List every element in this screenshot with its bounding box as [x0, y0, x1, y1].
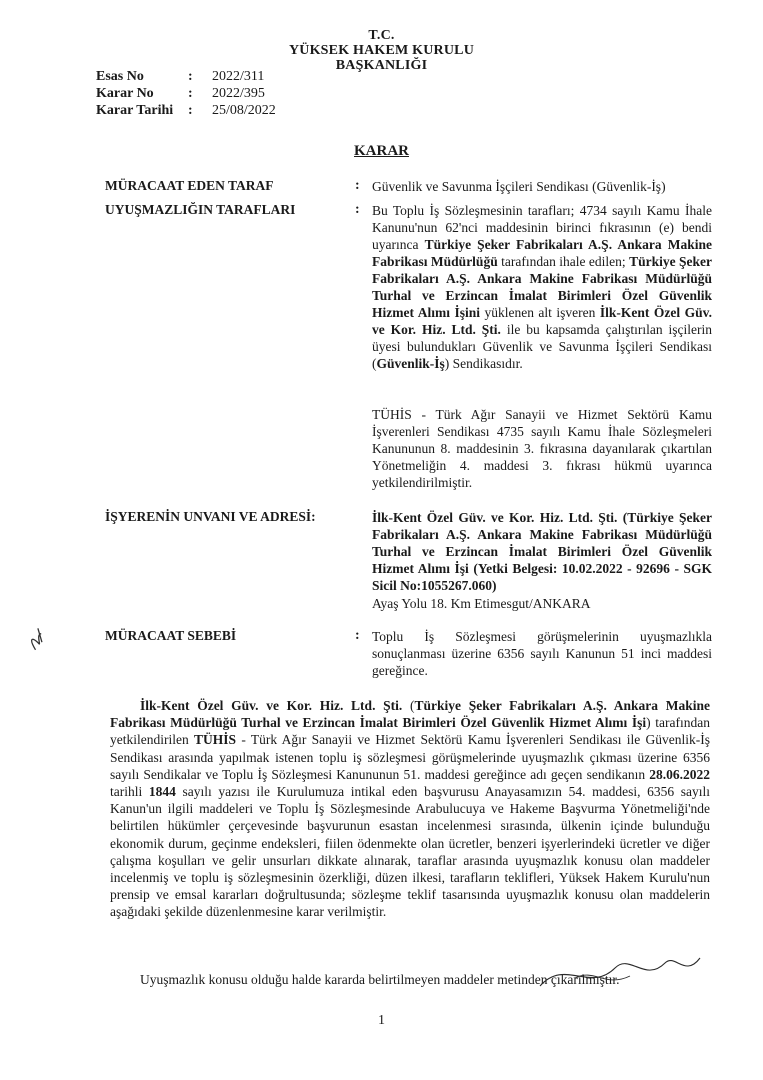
text-run: - Türk Ağır Sanayii ve Hizmet Sektörü Kamu İşverenleri Sendikası ile Güvenlik-İş Sendikası arasında yapılmak istenen toplu iş sözleşmesi görüşmelerinde uyuşmazlık çıkması üzerine 6356 sayılı Sendikalar ve Toplu İş Sözleşmesi Kanununun 51. maddesi gereğince adı geçen sendikanın: [110, 732, 710, 782]
text-run: tarafından ihale edilen;: [497, 254, 630, 269]
text-run-bold: Türkiye Şeker Fabrikaları A.Ş. Ankara Makine Fabrikası Müdürlüğü: [372, 237, 712, 269]
meta-value: 25/08/2022: [212, 103, 276, 118]
text-run-bold: Güvenlik-İş: [376, 356, 445, 371]
colon: :: [355, 178, 360, 193]
text-run-bold: İlk-Kent Özel Güv. ve Kor. Hiz. Ltd. Şti.: [372, 305, 712, 337]
meta-karar-tarihi: [96, 103, 276, 119]
meta-esas-no: [96, 69, 264, 85]
meta-colon: :: [188, 103, 193, 118]
text-run-bold: İlk-Kent Özel Güv. ve Kor. Hiz. Ltd. Şti.: [140, 698, 403, 713]
text-run: ) tarafından yetkilendirilen: [110, 715, 710, 748]
text-run-bold: Türkiye Şeker Fabrikaları A.Ş. Ankara Makine Fabrikası Müdürlüğü Turhal ve Erzincan İmalat Birimleri Özel Güvenlik Hizmet Alımı İşi: [110, 698, 711, 731]
text-run: Bu Toplu İş Sözleşmesinin tarafları; 4734 sayılı Kamu İhale Kanunu'nun 62'nci maddesinin birinci fıkrasının (e) bendi uyarınca: [372, 203, 712, 252]
isveren-name: İlk-Kent Özel Güv. ve Kor. Hiz. Ltd. Şti. (Türkiye Şeker Fabrikaları A.Ş. Ankara Makine Fabrikası Müdürlüğü Turhal ve Erzincan İmalat Birimleri Özel Güvenlik Hizmet Alımı İşi (Yetki Belgesi: 10.02.2022 - 92696 - SGK Sicil No:1055267.060): [372, 510, 712, 593]
header-department: BAŞKANLIĞI: [335, 58, 428, 73]
value-sebep: Toplu İş Sözleşmesi görüşmelerinin uyuşmazlıkla sonuçlanması üzerine 6356 sayılı Kanunun 51 inci maddesi gereğince.: [372, 629, 712, 678]
document-title: KARAR: [354, 143, 409, 159]
text-run: yüklenen alt işveren: [479, 305, 600, 320]
label-taraflar: UYUŞMAZLIĞIN TARAFLARI: [105, 202, 296, 217]
text-run-bold: TÜHİS: [194, 732, 237, 748]
text-run: ile bu kapsamda çalıştırılan işçilerin üyesi bulundukları Güvenlik ve Savunma İşçileri Sendikası (: [372, 322, 712, 371]
meta-value: 2022/311: [212, 69, 265, 84]
colon: :: [355, 628, 360, 643]
meta-karar-no: [96, 86, 265, 102]
meta-key: Esas No: [96, 69, 144, 84]
colon: :: [355, 202, 360, 217]
header-tc: T.C.: [368, 28, 395, 43]
text-run-bold: 1844: [148, 784, 176, 800]
meta-colon: :: [188, 69, 193, 84]
text-run-bold: 28.06.2022: [649, 766, 710, 782]
meta-key: Karar No: [96, 86, 154, 101]
isveren-address: Ayaş Yolu 18. Km Etimesgut/ANKARA: [372, 596, 591, 611]
taraflar-paragraph-1: [372, 202, 712, 372]
taraflar-paragraph-2: TÜHİS - Türk Ağır Sanayii ve Hizmet Sektörü Kamu İşverenleri Sendikası 4735 sayılı Kamu İhale Sözleşmeleri Kanununun 8. maddesinin 3. fıkrasına dayanılarak çıkartılan Yönetmeliğin 4. maddesi 3. fıkrası hükmü uyarınca yetkilendirilmiştir.: [372, 407, 712, 490]
signature-scribble: [535, 938, 705, 998]
handwritten-initials: [22, 624, 56, 658]
body-paragraph-2: Uyuşmazlık konusu olduğu halde kararda belirtilmeyen maddeler metinden çıkarılmıştır.: [140, 972, 620, 987]
label-muracaat-eden: MÜRACAAT EDEN TARAF: [105, 178, 274, 193]
text-run: sayılı yazısı ile Kurulumuza intikal eden başvurusu Anayasamızın 54. maddesi, 6356 sayılı Kanun'un ilgili maddeleri ve Toplu İş Sözleşmesinde Arabulucuya ve Hakeme Başvurma Yönetmeliği'nde belirtilen hükümler çerçevesinde başvurunun esastan incelenmesi sırasında, ülkenin içinde bulunduğu ekonomik durum, geçinme endeksleri, fiilen ödenmekte olan ücretler, benzeri işyerlerindeki ücretler ve diğer çalışma koşulları ve gelir unsurları dikkate alınarak, taraflar arasında uyuşmazlık konusu olan maddeler incelenmiş ve toplu iş sözleşmesinin özerkliği, düzen ilkesi, tarafların teklifleri, Yüksek Hakem Kurulu'nun prensip ve emsal kararları doğrultusunda; sözleşme teklif tasarısında uyuşmazlık konusu olan maddelerin aşağıdaki şekilde düzenlenmesine karar verilmiştir.: [110, 784, 710, 920]
meta-value: 2022/395: [212, 86, 265, 101]
text-run: ) Sendikasıdır.: [444, 356, 523, 371]
label-sebep: MÜRACAAT SEBEBİ: [105, 628, 237, 643]
meta-colon: :: [188, 86, 193, 101]
label-isveren: İŞYERENİN UNVANI VE ADRESİ:: [105, 509, 316, 524]
text-run-bold: Türkiye Şeker Fabrikaları A.Ş. Ankara Makine Fabrikası Müdürlüğü Turhal ve Erzincan İmalat Birimleri Özel Güvenlik Hizmet Alımı İşini: [372, 254, 712, 320]
header-institution: YÜKSEK HAKEM KURULU: [288, 43, 475, 58]
meta-key: Karar Tarihi: [96, 103, 174, 118]
text-run: tarihli: [110, 784, 149, 800]
page-number: 1: [378, 1013, 385, 1028]
value-muracaat-eden: Güvenlik ve Savunma İşçileri Sendikası (Güvenlik-İş): [372, 179, 666, 194]
body-paragraph-1: [110, 697, 710, 921]
text-run: (: [402, 698, 415, 713]
